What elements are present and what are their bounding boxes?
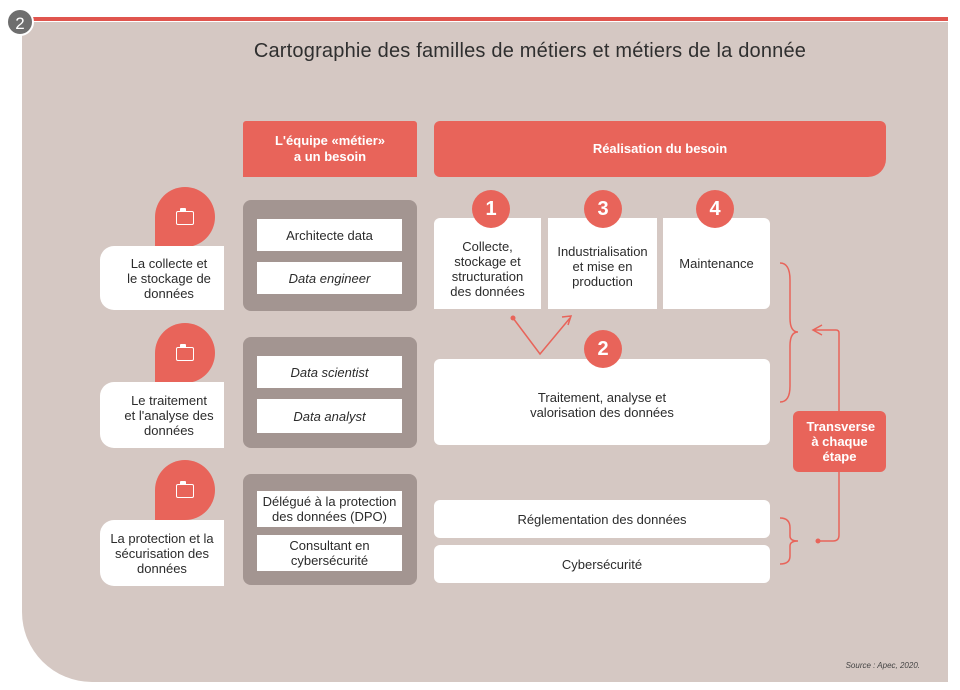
brace-top bbox=[780, 263, 798, 402]
category-1-label: La collecte et le stockage de données bbox=[127, 255, 211, 301]
step-4-label: Maintenance bbox=[679, 256, 754, 271]
category-2-label: Le traitement et l'analyse des données bbox=[124, 392, 214, 438]
diagram-title: Cartographie des familles de métiers et métiers de la donnée bbox=[253, 40, 807, 62]
category-3-label: La protection et la sécurisation des données bbox=[110, 530, 214, 576]
step-2-label: Traitement, analyse et valorisation des données bbox=[530, 390, 674, 420]
job-data-engineer: Data engineer bbox=[257, 262, 402, 294]
job-data-analyst: Data analyst bbox=[257, 399, 402, 433]
cyber-box: Cybersécurité bbox=[434, 545, 770, 583]
job-dpo: Délégué à la protection des données (DPO) bbox=[257, 491, 402, 527]
step-flow-arrow bbox=[511, 316, 572, 355]
regulation-box: Réglementation des données bbox=[434, 500, 770, 538]
transverse-label: Transverse à chaque étape bbox=[806, 419, 876, 464]
realisation-header: Réalisation du besoin bbox=[434, 121, 886, 177]
team-header-text: L'équipe «métier» a un besoin bbox=[274, 133, 386, 164]
step-3-badge: 3 bbox=[584, 190, 622, 228]
step-4-badge: 4 bbox=[696, 190, 734, 228]
job-consultant-cyber: Consultant en cybersécurité bbox=[257, 535, 402, 571]
transverse-box bbox=[793, 411, 886, 472]
step-3-label: Industrialisation et mise en production bbox=[557, 244, 648, 289]
job-data-scientist: Data scientist bbox=[257, 356, 402, 388]
step-1-label: Collecte, stockage et structuration des données bbox=[450, 238, 525, 299]
brace-bottom bbox=[780, 518, 798, 564]
source-note: Source : Apec, 2020. bbox=[845, 661, 920, 670]
page-number: 2 bbox=[6, 8, 34, 36]
step-1-badge: 1 bbox=[472, 190, 510, 228]
job-architecte-data: Architecte data bbox=[257, 219, 402, 251]
step-2-badge: 2 bbox=[584, 330, 622, 368]
